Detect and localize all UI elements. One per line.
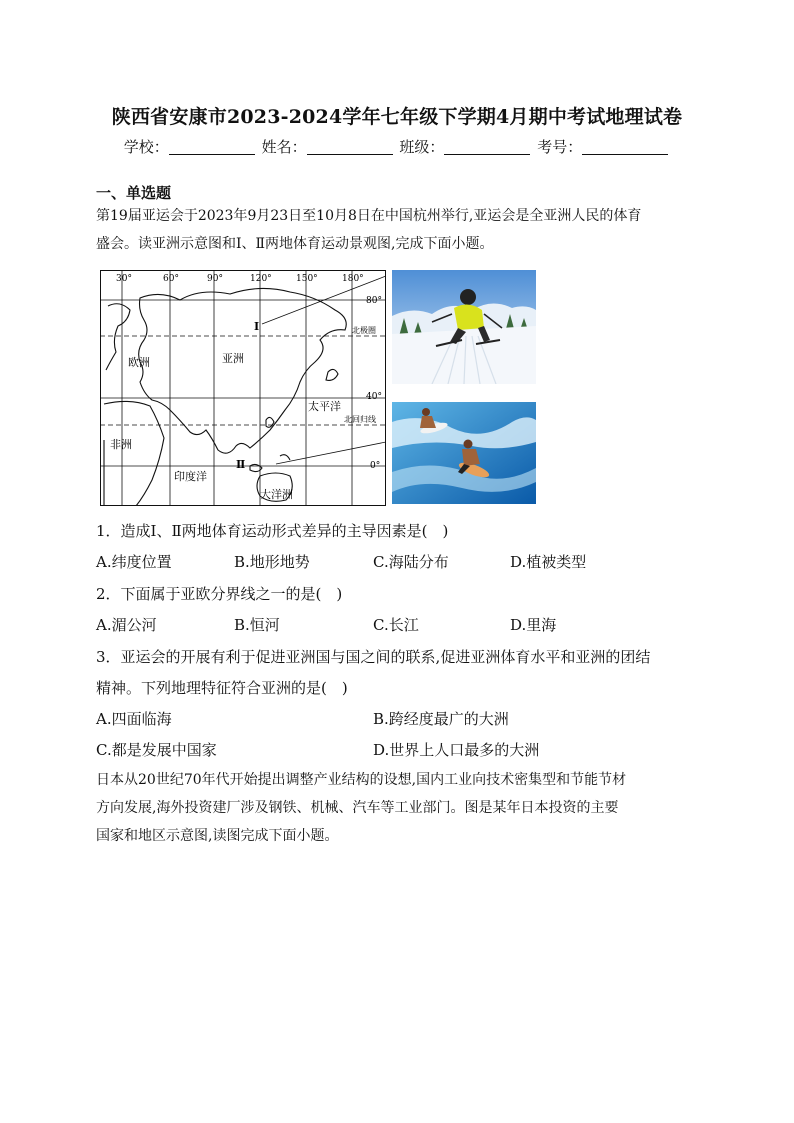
asia-map <box>100 270 386 506</box>
africa-label: 非洲 <box>110 438 132 451</box>
exam-number-label: 考号： <box>537 138 583 156</box>
q1-option-a[interactable]: A.纬度位置 <box>96 553 172 571</box>
question-3-stem-line2: 精神。下列地理特征符合亚洲的是( ) <box>96 679 348 697</box>
pacific-label: 太平洋 <box>308 400 341 413</box>
q2-option-a[interactable]: A.湄公河 <box>96 616 157 634</box>
lat-label-0: 0° <box>370 461 381 471</box>
intro-paragraph-1 <box>96 202 700 258</box>
lon-label-180: 180° <box>342 274 364 284</box>
class-label: 班级： <box>399 138 445 156</box>
question-2-stem: 2．下面属于亚欧分界线之一的是( ) <box>96 585 343 603</box>
q2-option-c[interactable]: C.长江 <box>373 616 419 634</box>
surfer-photo <box>392 402 536 504</box>
lon-label-120: 120° <box>250 274 272 284</box>
q2-option-d[interactable]: D.里海 <box>510 616 557 634</box>
q2-option-b[interactable]: B.恒河 <box>234 616 280 634</box>
question-1-stem: 1．造成Ⅰ、Ⅱ两地体育运动形式差异的主导因素是( ) <box>96 522 449 540</box>
intro-paragraph-2 <box>96 766 700 850</box>
lon-label-90: 90° <box>207 274 223 284</box>
q3-option-a[interactable]: A.四面临海 <box>96 710 172 728</box>
intro2-line3: 国家和地区示意图,读图完成下面小题。 <box>96 828 339 844</box>
intro2-line2: 方向发展,海外投资建厂涉及钢铁、机械、汽车等工业部门。图是某年日本投资的主要 <box>96 800 619 816</box>
q1-option-d[interactable]: D.植被类型 <box>510 553 587 571</box>
q3-option-b[interactable]: B.跨经度最广的大洲 <box>373 710 509 728</box>
asia-label: 亚洲 <box>222 352 244 365</box>
skier-photo <box>392 270 536 384</box>
question-3-stem-line1: 3．亚运会的开展有利于促进亚洲国与国之间的联系,促进亚洲体育水平和亚洲的团结 <box>96 648 651 666</box>
arctic-circle-label: 北极圈 <box>352 326 376 335</box>
name-label: 姓名： <box>261 138 307 156</box>
student-info-line <box>0 136 794 157</box>
lat-label-80: 80° <box>366 296 382 306</box>
lat-label-40: 40° <box>366 392 382 402</box>
q3-option-c[interactable]: C.都是发展中国家 <box>96 741 217 759</box>
intro1-line1: 第19届亚运会于2023年9月23日至10月8日在中国杭州举行,亚运会是全亚洲人民的体育 <box>96 208 642 224</box>
school-blank[interactable] <box>169 140 255 155</box>
school-label: 学校： <box>123 138 169 156</box>
exam-number-blank[interactable] <box>582 140 668 155</box>
lon-label-60: 60° <box>163 274 179 284</box>
name-blank[interactable] <box>307 140 393 155</box>
oceania-label: 大洋洲 <box>260 488 293 501</box>
point-1-label: Ⅰ <box>254 320 260 333</box>
point-2-label: Ⅱ <box>236 458 246 471</box>
section-heading: 一、单选题 <box>96 184 172 202</box>
tropic-label: 北回归线 <box>344 415 376 424</box>
lon-label-30: 30° <box>116 274 132 284</box>
exam-title: 陕西省安康市2023-2024学年七年级下学期4月期中考试地理试卷 <box>111 106 683 128</box>
class-blank[interactable] <box>444 140 530 155</box>
lon-label-150: 150° <box>296 274 318 284</box>
intro2-line1: 日本从20世纪70年代开始提出调整产业结构的设想,国内工业向技术密集型和节能节材 <box>96 772 627 788</box>
indian-ocean-label: 印度洋 <box>174 470 207 483</box>
q3-option-d[interactable]: D.世界上人口最多的大洲 <box>373 741 540 759</box>
q1-option-b[interactable]: B.地形地势 <box>234 553 310 571</box>
europe-label: 欧洲 <box>128 356 150 369</box>
intro1-line2: 盛会。读亚洲示意图和Ⅰ、Ⅱ两地体育运动景观图,完成下面小题。 <box>96 236 494 252</box>
q1-option-c[interactable]: C.海陆分布 <box>373 553 449 571</box>
